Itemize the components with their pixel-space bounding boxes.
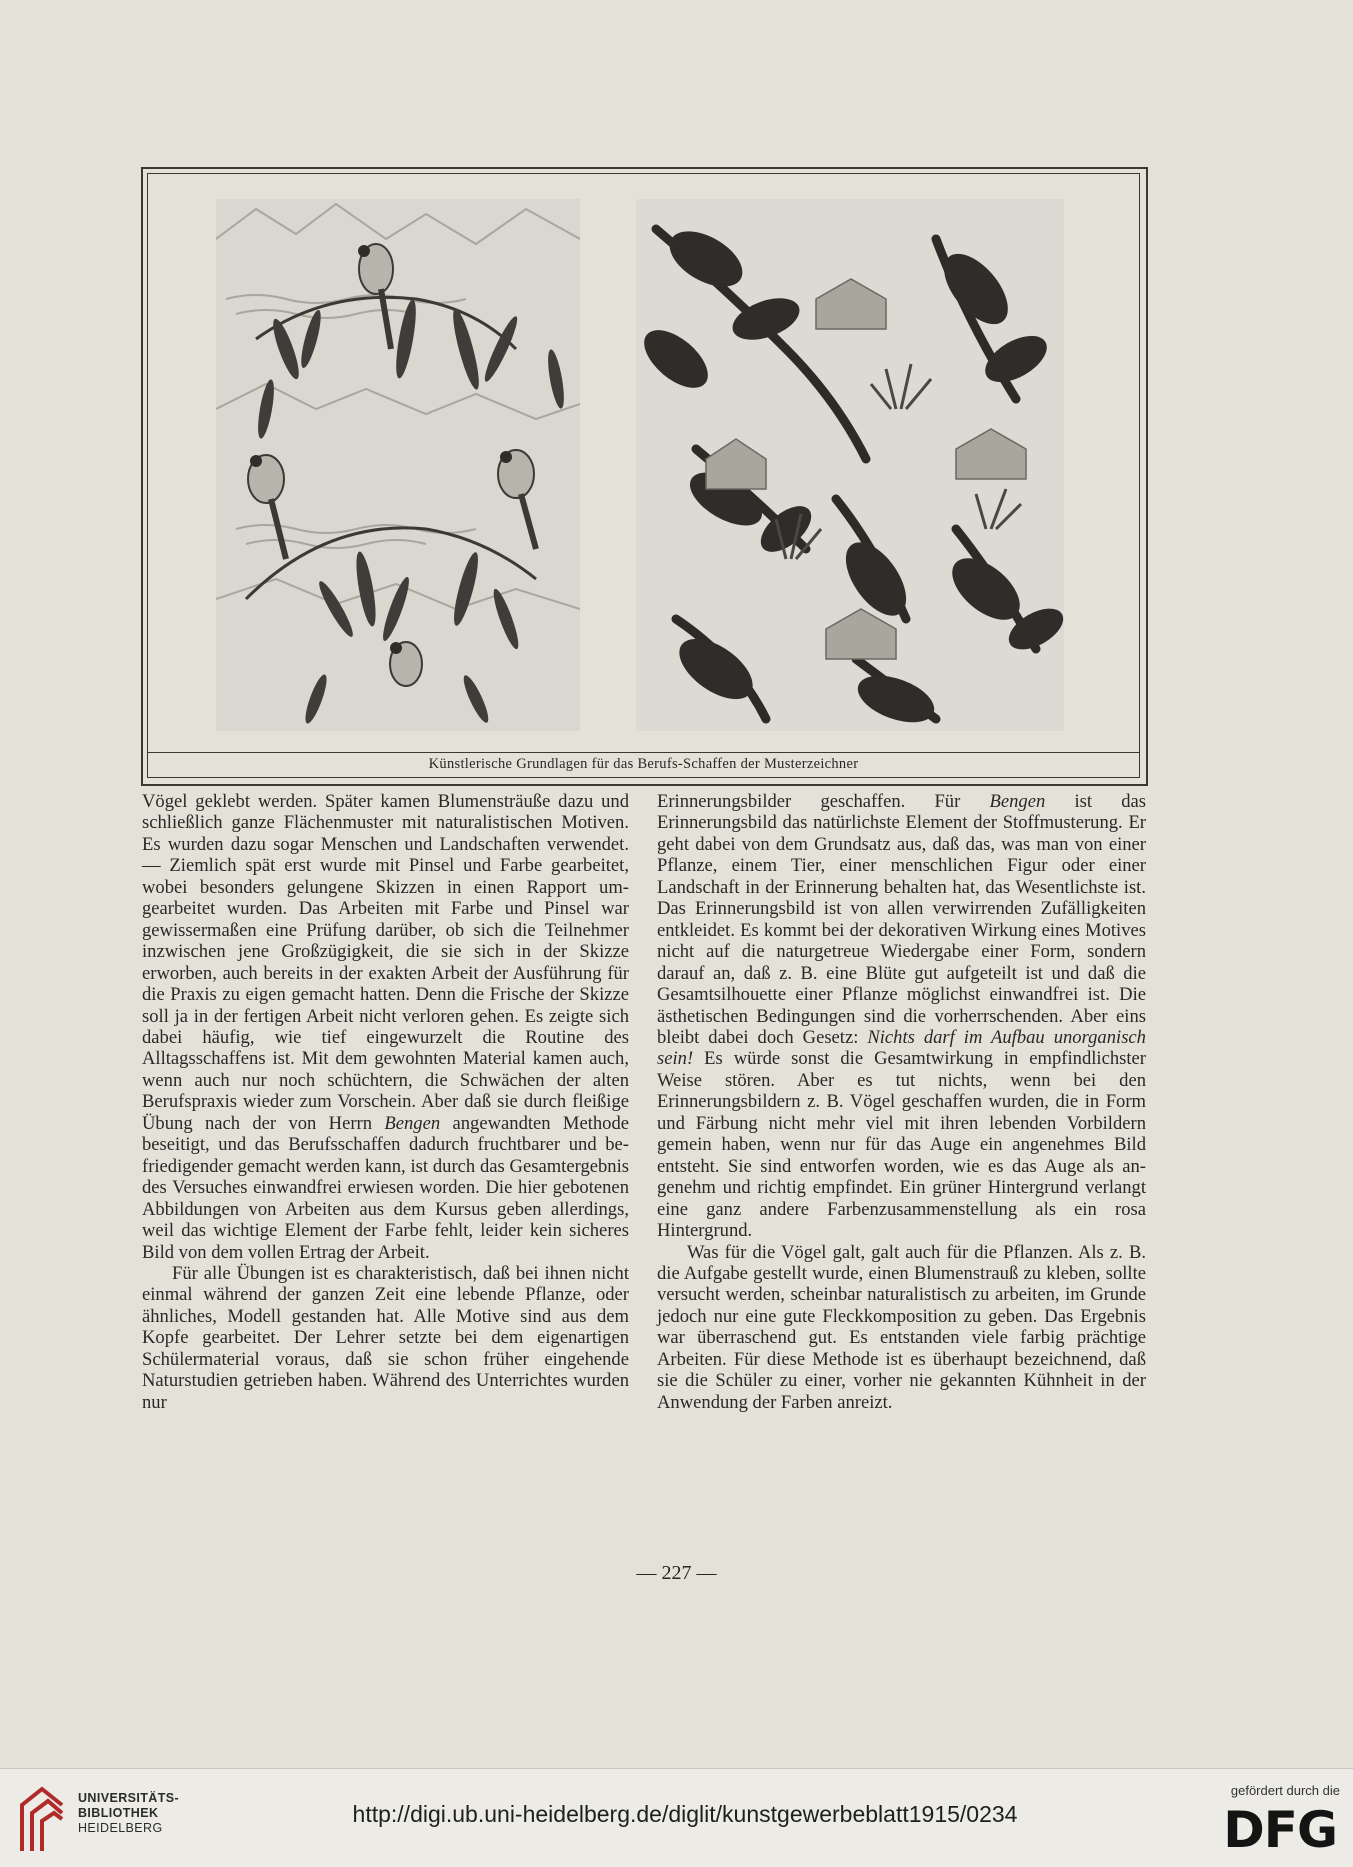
- page-number: — 227 —: [636, 1562, 717, 1584]
- leaf-and-house-pattern: [636, 199, 1064, 731]
- paragraph-text: Vögel geklebt werden. Später kamen Blumensträuße dazu und schließlich ganze Flächenmuster mit naturalistischen Motiven. Es wurden dazu sogar Menschen und Landschaften verwendet. — Ziemlich spät erst wurde mit Pinsel und Farbe gearbeitet, wobei besonders gelungene Skizzen in einen Rapport umgearbeitet wurden. Das Arbeiten mit Farbe und Pinsel war gewissermaßen eine Prüfung darüber, ob sich die Teilnehmer inzwischen jene Großzügigkeit, die sie sich in der Skizze erworben, auch bereits in der exakten Arbeit der Ausführung für die Praxis zu eigen gemacht hatten. Denn die Frische der Skizze soll ja in der fertigen Arbeit nicht verloren gehen. Es zeigte sich dabei häufig, wie tief eingewurzelt die Routine des Alltagsschaffens ist. Mit dem gewohnten Material kamen auch, wenn auch nur noch schüchtern, die Schwächen der alten Berufspraxis wieder zum Vorschein. Aber daß sie durch fleißige Übung nach der von Herrn Bengen angewandten Methode beseitigt, und das Berufsschaffen dadurch fruchtbarer und befriedigender gemacht werden kann, ist durch das Gesamtergebnis des Versuches einwandfrei erwiesen worden. Die hier gebotenen Abbildungen von Arbeiten aus dem Kursus geben allerdings, weil das wichtige Element der Farbe fehlt, leider kein sicheres Bild von dem vollen Ertrag der Arbeit.: [142, 791, 630, 1263]
- dfg-logo: DFG: [1223, 1801, 1337, 1859]
- digitization-footer: [0, 1768, 1353, 1867]
- library-name-line: UNIVERSITÄTS-: [78, 1791, 180, 1805]
- funded-by-label: gefördert durch die: [1230, 1783, 1340, 1798]
- paragraph: [657, 791, 1146, 1242]
- paragraph-text: Was für die Vögel galt, galt auch für die Pflanzen. Als z. B. die Aufgabe gestellt wurde, einen Blumenstrauß zu kleben, sollte versucht werden, scheinbar naturalistisch zu arbeiten, im Grunde jedoch nur eine gute Fleckkomposition zu geben. Das Ergebnis war überraschend gut. Es entstanden viele farbig prächtige Arbeiten. Für diese Methode ist es überhaupt bezeichnend, daß sie die Schüler zu einer, vorher nie gekannten Kühnheit in der Anwendung der Farben anreizt.: [657, 1241, 1146, 1413]
- library-name-line: BIBLIOTHEK: [78, 1806, 159, 1820]
- paragraph: [142, 1263, 629, 1413]
- paragraph-text: Erinnerungsbilder geschaffen. Für Bengen ist das Erinnerungsbild das natürlichste Element der Stoffmusterung. Er geht dabei von dem Grundsatz aus, daß das, was man von einer Pflanze, einem Tier, einer menschlichen Figur oder einer Landschaft in der Erinnerung behalten hat, das Wesentlichste ist. Das Erinnerungsbild ist von allen verwirrenden Zufälligkeiten entkleidet. Es kommt bei der dekorativen Wirkung eines Motives nicht auf die naturgetreue Wiedergabe einer Form, sondern darauf an, daß z. B. eine Blüte gut aufgeteilt ist und daß die Gesamtsilhouette einer Pflanze möglichst einwandfrei ist. Die ästhetischen Bedingungen sind die vorherrschenden. Aber eins bleibt dabei doch Gesetz: Nichts darf im Aufbau unorganisch sein! Es würde sonst die Gesamtwirkung in empfindlichster Weise stören. Aber es tut nichts, wenn bei den Erinnerungsbildern z. B. Vögel geschaffen wurden, die in Form und Färbung nicht mehr viel mit ihren lebenden Vorbildern gemein haben, wenn nur für das Auge ein angenehmes Bild entsteht. Sie sind entworfen worden, wie es das Auge als angenehm und richtig empfindet. Ein grüner Hintergrund verlangt eine ganz andere Farbenzusammenstellung als ein rosa Hintergrund.: [657, 791, 1146, 1242]
- paragraph-text: Für alle Übungen ist es charakteristisch, daß bei ihnen nicht einmal während der ganzen Zeit eine lebende Pflanze, oder ähnliches, Modell gestanden hat. Alle Motive sind aus dem Kopfe gearbeitet. Der Lehrer setzte bei dem eigenartigen Schülermaterial voraus, daß sie schon früher eingehende Naturstudien getrieben haben. Während des Unterrichtes wurden nur: [142, 1262, 629, 1413]
- text-column-right: [657, 791, 1146, 1413]
- university-library-logo-icon: [14, 1783, 70, 1853]
- paragraph: [142, 791, 629, 1263]
- library-name: [78, 1791, 179, 1836]
- leaf-and-house-plate: [636, 199, 1064, 731]
- text-column-left: [142, 791, 629, 1413]
- figure-caption: Künstlerische Grundlagen für das Berufs-Schaffen der Musterzeichner: [428, 756, 859, 772]
- bird-and-willow-plate: [216, 199, 580, 731]
- library-name-line: HEIDELBERG: [78, 1821, 163, 1835]
- bird-and-willow-pattern: [216, 199, 580, 731]
- digital-copy-url[interactable]: http://digi.ub.uni-heidelberg.de/diglit/kunstgewerbeblatt1915/0234: [352, 1801, 1018, 1827]
- paragraph: [657, 1242, 1146, 1414]
